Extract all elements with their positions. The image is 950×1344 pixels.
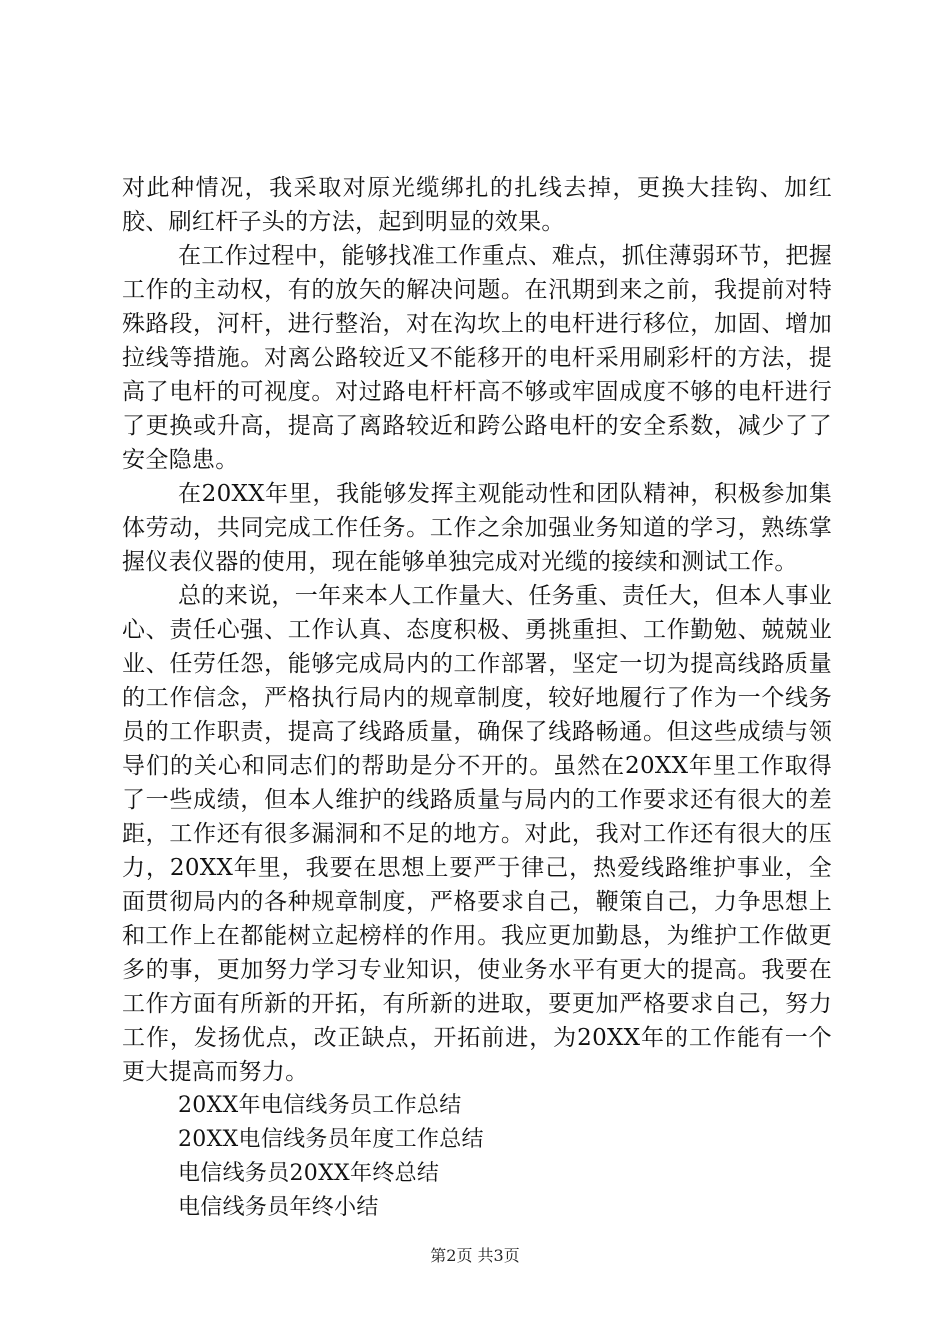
page-number-footer: 第2页 共3页	[430, 1246, 520, 1265]
related-title-item: 20XX年电信线务员工作总结	[178, 1093, 462, 1118]
paragraph-work-process: 在工作过程中，能够找准工作重点、难点，抓住薄弱环节，把握工作的主动权，有的放矢的解决问题。在汛期到来之前，我提前对特殊路段，河杆，进行整治，对在沟坎上的电杆进行移位，加固、增加拉线等措施。对离公路较近又不能移开的电杆采用刷彩杆的方法，提高了电杆的可视度。对过路电杆杆高不够或牢固成度不够的电杆进行了更换或升高，提高了离路较近和跨公路电杆的安全系数，减少了了安全隐患。	[122, 243, 832, 473]
related-title-item: 电信线务员年终小结	[178, 1195, 379, 1220]
paragraph-teamwork: 在20XX年里，我能够发挥主观能动性和团队精神，积极参加集体劳动，共同完成工作任务。工作之余加强业务知道的学习，熟练掌握仪表仪器的使用，现在能够单独完成对光缆的接续和测试工作。	[122, 481, 832, 575]
paragraph-continued: 对此种情况，我采取对原光缆绑扎的扎线去掉，更换大挂钩、加红胶、刷红杆子头的方法，起到明显的效果。	[122, 175, 832, 235]
related-title-item: 20XX电信线务员年度工作总结	[178, 1127, 484, 1152]
paragraph-summary: 总的来说，一年来本人工作量大、任务重、责任大，但本人事业心、责任心强、工作认真、态度积极、勇挑重担、工作勤勉、兢兢业业、任劳任怨，能够完成局内的工作部署，坚定一切为提高线路质量的工作信念，严格执行局内的规章制度，较好地履行了作为一个线务员的工作职责，提高了线路质量，确保了线路畅通。但这些成绩与领导们的关心和同志们的帮助是分不开的。虽然在20XX年里工作取得了一些成绩，但本人维护的线路质量与局内的工作要求还有很大的差距，工作还有很多漏洞和不足的地方。对此，我对工作还有很大的压力，20XX年里，我要在思想上要严于律己，热爱线路维护事业，全面贯彻局内的各种规章制度，严格要求自己，鞭策自己，力争思想上和工作上在都能树立起榜样的作用。我应更加勤恳，为维护工作做更多的事，更加努力学习专业知识，使业务水平有更大的提高。我要在工作方面有所新的开拓，有所新的进取，要更加严格要求自己，努力工作，发扬优点，改正缺点，开拓前进，为20XX年的工作能有一个更大提高而努力。	[122, 583, 832, 1085]
related-titles-list	[122, 1089, 832, 1225]
document-body	[122, 171, 832, 1225]
related-title-item: 电信线务员20XX年终总结	[178, 1161, 440, 1186]
